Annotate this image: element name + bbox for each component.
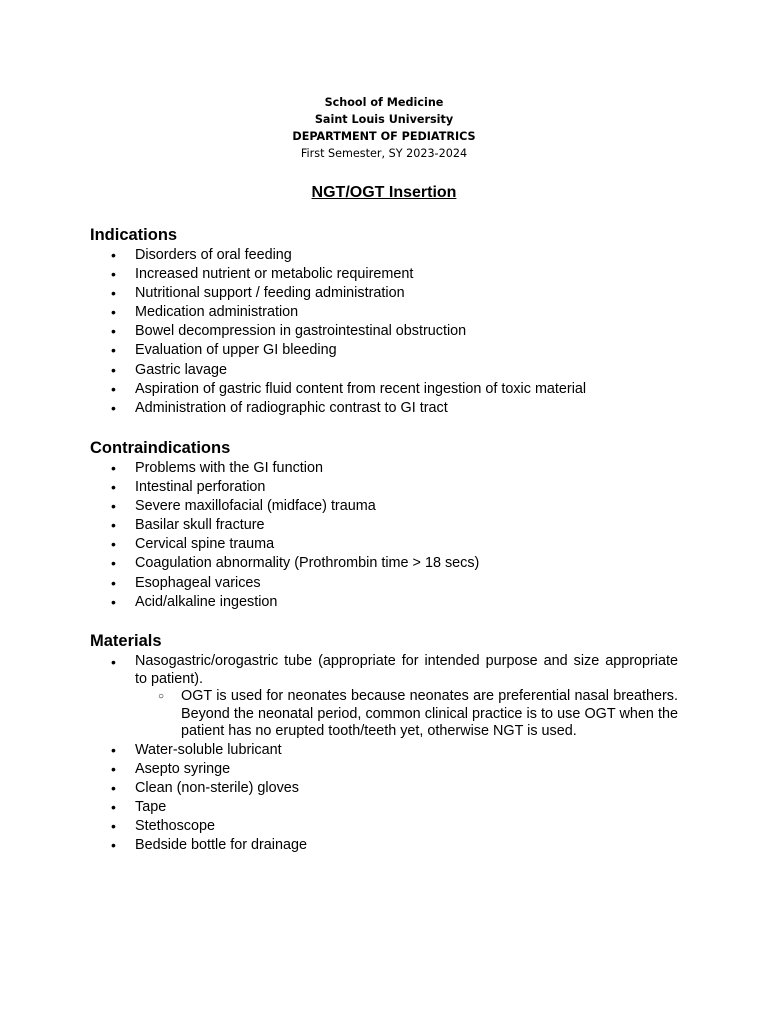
list-item: • Increased nutrient or metabolic requirement (0, 265, 678, 284)
list-item: • Coagulation abnormality (Prothrombin time > 18 secs) (0, 554, 678, 573)
list-item: • Disorders of oral feeding (0, 246, 678, 265)
sub-list (135, 688, 678, 741)
sub-list-item: ○ OGT is used for neonates because neonates are preferential nasal breathers. Beyond the neonatal period, common clinical practice is to use OGT when the patient has no erupted tooth/teeth yet, otherwise NGT is used. (135, 688, 678, 741)
list-item: • Administration of radiographic contrast to GI tract (0, 399, 678, 418)
list-item: • Tape (0, 798, 678, 817)
list-item: • Severe maxillofacial (midface) trauma (0, 497, 678, 516)
list-item: • Problems with the GI function (0, 459, 678, 478)
list-item: • Clean (non-sterile) gloves (0, 779, 678, 798)
materials-list (0, 653, 768, 855)
indications-list (0, 246, 768, 418)
list-item: • Esophageal varices (0, 574, 678, 593)
contraindications-list (0, 459, 768, 612)
list-item-text: • Nasogastric/orogastric tube (appropriate for intended purpose and size appropriate to patient). (135, 653, 678, 687)
list-item: • Gastric lavage (0, 361, 678, 380)
materials-heading: Materials (90, 632, 162, 650)
list-item: • Bedside bottle for drainage (0, 836, 678, 855)
list-item: • Aspiration of gastric fluid content from recent ingestion of toxic material (0, 380, 678, 399)
list-item: • Bowel decompression in gastrointestinal obstruction (0, 322, 678, 341)
semester-label: First Semester, SY 2023-2024 (300, 147, 468, 160)
university-name: Saint Louis University (314, 113, 454, 126)
list-item: • Acid/alkaline ingestion (0, 593, 678, 612)
list-item: • Intestinal perforation (0, 478, 678, 497)
contraindications-heading: Contraindications (90, 439, 231, 457)
list-item: • Asepto syringe (0, 760, 678, 779)
list-item: • Cervical spine trauma (0, 535, 678, 554)
list-item: • Nutritional support / feeding administration (0, 284, 678, 303)
indications-heading: Indications (90, 226, 178, 244)
department-name: DEPARTMENT OF PEDIATRICS (292, 130, 476, 143)
list-item: • Stethoscope (0, 817, 678, 836)
list-item: • Basilar skull fracture (0, 516, 678, 535)
list-item (0, 653, 678, 741)
school-name: School of Medicine (324, 96, 444, 109)
document-header (0, 94, 768, 162)
document-title: NGT/OGT Insertion (311, 184, 457, 201)
list-item: • Water-soluble lubricant (0, 741, 678, 760)
list-item: • Medication administration (0, 303, 678, 322)
list-item: • Evaluation of upper GI bleeding (0, 341, 678, 360)
